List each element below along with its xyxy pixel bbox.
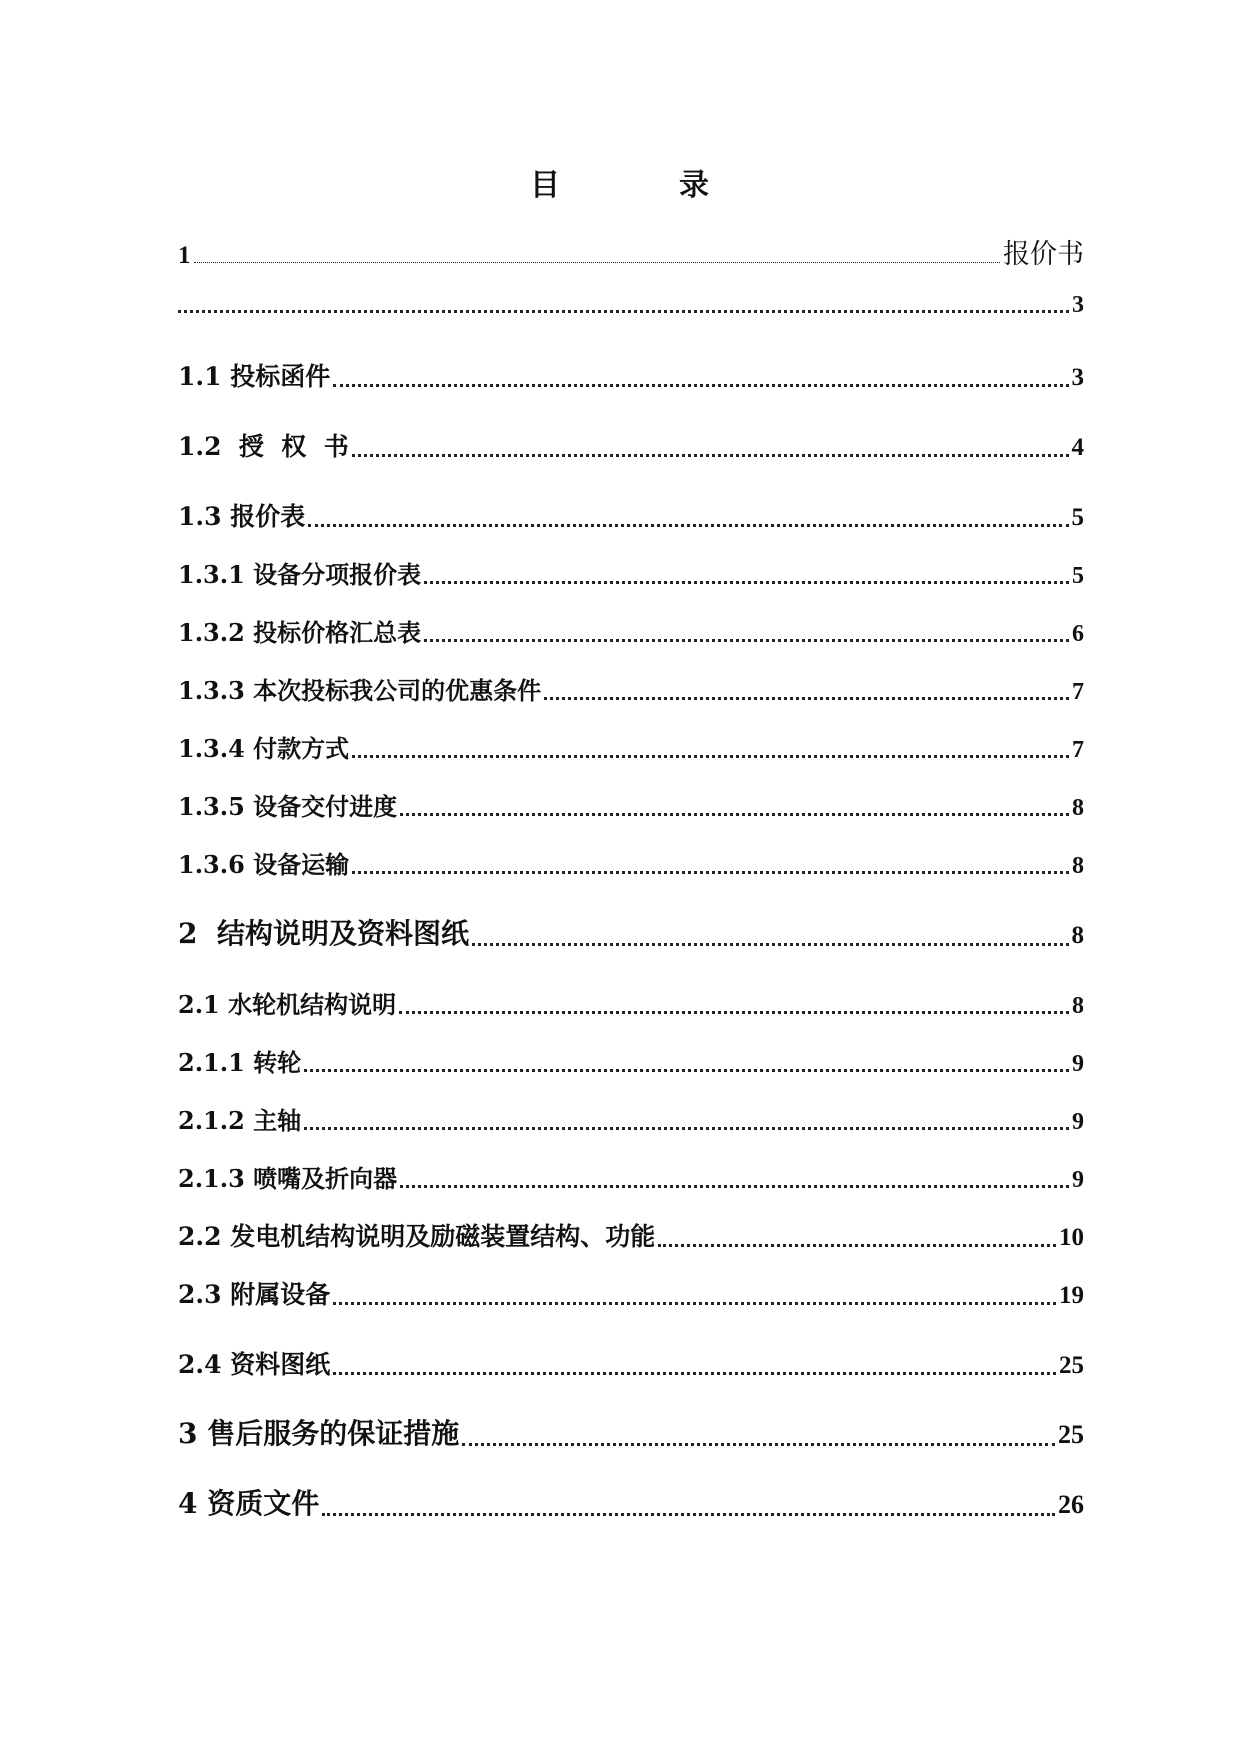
toc-entry-label: 1.2 授 权 书 — [178, 432, 349, 461]
toc-entry-page: 8 — [1072, 853, 1084, 879]
leader-dots — [462, 1443, 1055, 1446]
toc-entry-title: 报价书 — [1003, 239, 1084, 270]
toc-entry-1-page-line[interactable] — [178, 292, 1084, 319]
leader-dots — [472, 943, 1069, 946]
toc-entry-label: 2.2 发电机结构说明及励磁装置结构、功能 — [178, 1222, 656, 1251]
toc-entry-page: 8 — [1072, 993, 1084, 1019]
toc-entry[interactable] — [178, 1345, 1084, 1381]
toc-entry[interactable] — [178, 1101, 1084, 1136]
toc-entry-page: 6 — [1072, 621, 1084, 647]
toc-entry-label: 2.1.3 喷嘴及折向器 — [178, 1164, 398, 1193]
leader-dots — [304, 1069, 1069, 1072]
toc-entry-page: 9 — [1072, 1109, 1084, 1135]
toc-entry-page: 4 — [1071, 434, 1084, 461]
toc-entry[interactable] — [178, 555, 1084, 590]
toc-entry-page: 25 — [1059, 1352, 1084, 1379]
toc-entry[interactable] — [178, 497, 1084, 533]
toc-entry-label: 2.1.2 主轴 — [178, 1106, 302, 1135]
leader-dots — [400, 813, 1069, 816]
toc-entry-page: 3 — [1072, 292, 1084, 318]
toc-entry[interactable] — [178, 1482, 1084, 1522]
leader-dots — [333, 1302, 1056, 1305]
toc-entry-label: 1.3.5 设备交付进度 — [178, 792, 398, 821]
toc-entry-label: 2.1.1 转轮 — [178, 1048, 302, 1077]
toc-entry-label: 2.1 水轮机结构说明 — [178, 990, 397, 1019]
toc-title-part2: 录 — [678, 168, 711, 203]
toc-entry[interactable] — [178, 357, 1084, 393]
leader-dots — [178, 310, 1069, 313]
toc-entry[interactable] — [178, 427, 1084, 463]
leader-dots — [322, 1513, 1055, 1516]
leader-dots — [352, 871, 1069, 874]
toc-entry-label: 1.3.4 付款方式 — [178, 734, 350, 763]
toc-entry-page: 8 — [1071, 922, 1084, 949]
toc-entry-page: 9 — [1072, 1051, 1084, 1077]
toc-title-part1: 目 — [530, 168, 563, 203]
toc-entry-page: 26 — [1058, 1490, 1084, 1519]
leader-dots — [424, 581, 1069, 584]
leader-dots — [308, 524, 1068, 527]
toc-entry-label: 2 结构说明及资料图纸 — [178, 917, 469, 950]
leader-dots — [399, 1011, 1069, 1014]
toc-entry-page: 25 — [1058, 1420, 1084, 1449]
toc-entry[interactable] — [178, 912, 1084, 952]
toc-entry-number: 1 — [178, 242, 191, 269]
toc-entry-page: 9 — [1072, 1167, 1084, 1193]
leader-dots — [304, 1127, 1069, 1130]
leader-dots — [352, 454, 1069, 457]
leader-dots — [424, 639, 1069, 642]
leader-dots — [333, 384, 1068, 387]
leader-dots — [194, 262, 1001, 263]
toc-entry-page: 5 — [1071, 504, 1084, 531]
toc-title — [0, 160, 1241, 204]
toc-entry-label: 1.3.1 设备分项报价表 — [178, 560, 422, 589]
toc-entry-page: 19 — [1059, 1282, 1084, 1309]
leader-dots — [544, 697, 1069, 700]
toc-entry-page: 5 — [1072, 563, 1084, 589]
toc-entry-label: 1.3.6 设备运输 — [178, 850, 350, 879]
toc-entry[interactable] — [178, 1159, 1084, 1194]
toc-entry[interactable] — [178, 613, 1084, 648]
toc-entry-page: 3 — [1071, 364, 1084, 391]
toc-entry-label: 3 售后服务的保证措施 — [178, 1417, 460, 1450]
toc-entry-label: 2.3 附属设备 — [178, 1280, 331, 1309]
toc-entry[interactable] — [178, 1275, 1084, 1311]
toc-entry-label: 1.1 投标函件 — [178, 362, 331, 391]
toc-entry[interactable] — [178, 787, 1084, 822]
toc-entry[interactable] — [178, 671, 1084, 706]
toc-entry[interactable] — [178, 1412, 1084, 1452]
toc-entry-label: 1.3.3 本次投标我公司的优惠条件 — [178, 676, 542, 705]
toc-entry-label: 1.3.2 投标价格汇总表 — [178, 618, 422, 647]
toc-entry[interactable] — [178, 1043, 1084, 1078]
toc-entry-page: 10 — [1059, 1224, 1084, 1251]
leader-dots — [333, 1372, 1056, 1375]
leader-dots — [352, 755, 1069, 758]
toc-entry-1[interactable] — [178, 232, 1084, 271]
toc-entry[interactable] — [178, 985, 1084, 1020]
toc-entry-label: 2.4 资料图纸 — [178, 1350, 331, 1379]
leader-dots — [658, 1244, 1056, 1247]
toc-entry-label: 4 资质文件 — [178, 1487, 320, 1520]
toc-entry[interactable] — [178, 845, 1084, 880]
toc-entry-page: 7 — [1072, 737, 1084, 763]
toc-entry[interactable] — [178, 729, 1084, 764]
toc-entry-label: 1.3 报价表 — [178, 502, 306, 531]
leader-dots — [400, 1185, 1069, 1188]
toc-entry-page: 8 — [1072, 795, 1084, 821]
toc-entry-page: 7 — [1072, 679, 1084, 705]
toc-entry[interactable] — [178, 1217, 1084, 1253]
